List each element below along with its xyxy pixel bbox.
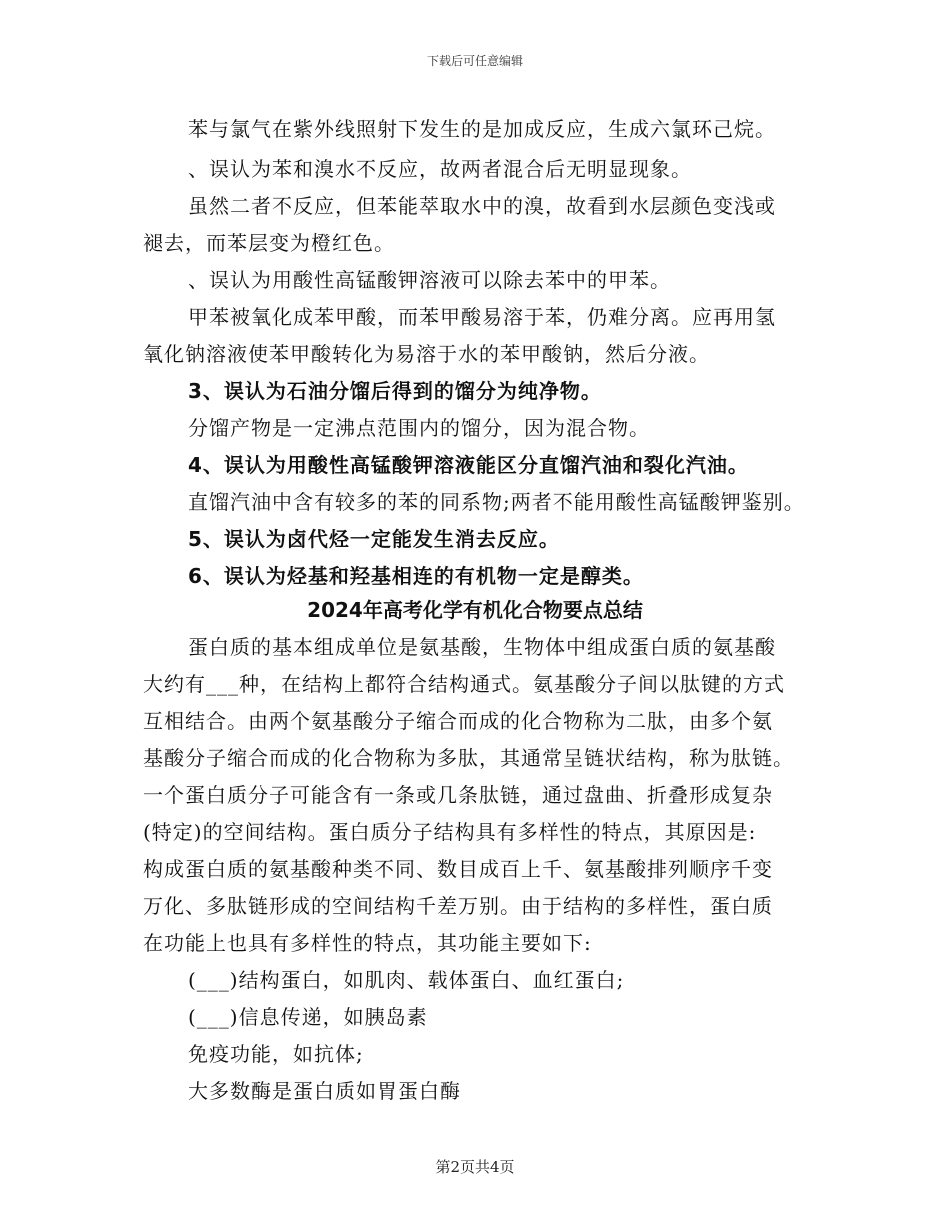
text-line: (特定)的空间结构。蛋白质分子结构具有多样性的特点，其原因是: (143, 820, 757, 844)
bold-heading-line: 5、误认为卤代烃一定能发生消去反应。 (188, 527, 560, 551)
text-line: 直馏汽油中含有较多的苯的同系物;两者不能用酸性高锰酸钾鉴别。 (188, 490, 805, 514)
text-line: 基酸分子缩合而成的化合物称为多肽，其通常呈链状结构，称为肽链。 (143, 746, 794, 770)
text-line: (___)信息传递，如胰岛素 (188, 1005, 428, 1029)
text-line: 氧化钠溶液使苯甲酸转化为易溶于水的苯甲酸钠，然后分液。 (143, 342, 710, 366)
bold-heading-line: 4、误认为用酸性高锰酸钾溶液能区分直馏汽油和裂化汽油。 (188, 453, 749, 477)
text-line: (___)结构蛋白，如肌肉、载体蛋白、血红蛋白; (188, 968, 625, 992)
text-line: 甲苯被氧化成苯甲酸，而苯甲酸易溶于苯，仍难分离。应再用氢 (188, 305, 776, 329)
page-footer: 第2页共4页 (435, 1158, 515, 1176)
text-line: 褪去，而苯层变为橙红色。 (143, 231, 395, 255)
text-line: 一个蛋白质分子可能含有一条或几条肽链，通过盘曲、折叠形成复杂 (143, 783, 773, 807)
text-line: 、误认为用酸性高锰酸钾溶液可以除去苯中的甲苯。 (188, 268, 671, 292)
bold-heading-line: 3、误认为石油分馏后得到的馏分为纯净物。 (188, 379, 602, 403)
bold-heading-line: 6、误认为烃基和羟基相连的有机物一定是醇类。 (188, 564, 644, 588)
text-line: 大多数酶是蛋白质如胃蛋白酶 (188, 1079, 461, 1103)
text-line: 蛋白质的基本组成单位是氨基酸，生物体中组成蛋白质的氨基酸 (188, 635, 776, 659)
section-title: 2024年高考化学有机化合物要点总结 (307, 598, 643, 622)
text-line: 万化、多肽链形成的空间结构千差万别。由于结构的多样性，蛋白质 (143, 894, 773, 918)
text-line: 苯与氯气在紫外线照射下发生的是加成反应，生成六氯环己烷。 (188, 117, 776, 141)
page-header: 下载后可任意编辑 (426, 54, 523, 68)
text-line: 构成蛋白质的氨基酸种类不同、数目成百上千、氨基酸排列顺序千变 (143, 857, 773, 881)
text-line: 虽然二者不反应，但苯能萃取水中的溴，故看到水层颜色变浅或 (188, 194, 776, 218)
text-line: 在功能上也具有多样性的特点，其功能主要如下: (143, 931, 592, 955)
text-line: 互相结合。由两个氨基酸分子缩合而成的化合物称为二肽，由多个氨 (143, 709, 773, 733)
text-line: 分馏产物是一定沸点范围内的馏分，因为混合物。 (188, 416, 650, 440)
text-line: 免疫功能，如抗体; (188, 1042, 364, 1066)
text-line: 、误认为苯和溴水不反应，故两者混合后无明显现象。 (188, 157, 692, 181)
text-line: 大约有___种，在结构上都符合结构通式。氨基酸分子间以肽键的方式 (143, 672, 785, 696)
